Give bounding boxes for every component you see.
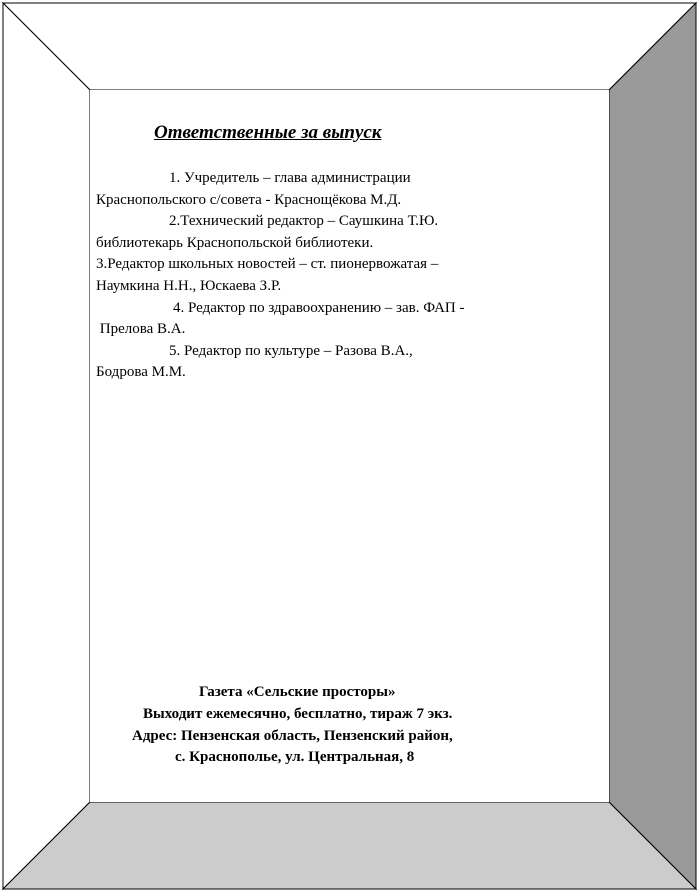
frame-right-bevel <box>609 3 696 889</box>
list-item: 3.Редактор школьных новостей – ст. пионервожатая – <box>96 256 439 273</box>
newspaper-name: Газета «Сельские просторы» <box>199 684 396 700</box>
newspaper-address: Адрес: Пензенская область, Пензенский район, <box>132 727 453 744</box>
list-item: Бодрова М.М. <box>96 364 186 381</box>
list-item: Прелова В.А. <box>96 321 186 338</box>
list-item: Краснопольского с/совета - Краснощёкова М.Д. <box>96 191 402 208</box>
newspaper-info <box>90 682 609 769</box>
list-item: 1. Учредитель – глава администрации <box>169 170 411 186</box>
responsible-title: Ответственные за выпуск <box>154 122 382 143</box>
list-item: 5. Редактор по культуре – Разова В.А., <box>169 342 413 359</box>
newspaper-address-line-2: с. Краснополье, ул. Центральная, 8 <box>175 749 415 766</box>
frame-left-bevel <box>3 3 90 889</box>
frame-bottom-bevel <box>3 802 696 889</box>
list-item: 2.Технический редактор – Саушкина Т.Ю. <box>169 213 439 230</box>
list-item: 4. Редактор по здравоохранению – зав. ФАП - <box>173 299 465 316</box>
content-panel <box>90 90 609 802</box>
frame-top-bevel <box>3 3 696 90</box>
list-item: Наумкина Н.Н., Юскаева З.Р. <box>96 277 282 294</box>
responsible-list <box>96 168 596 384</box>
list-item: библиотекарь Краснопольской библиотеки. <box>96 234 374 251</box>
newspaper-frequency: Выходит ежемесячно, бесплатно, тираж 7 экз. <box>143 705 453 722</box>
